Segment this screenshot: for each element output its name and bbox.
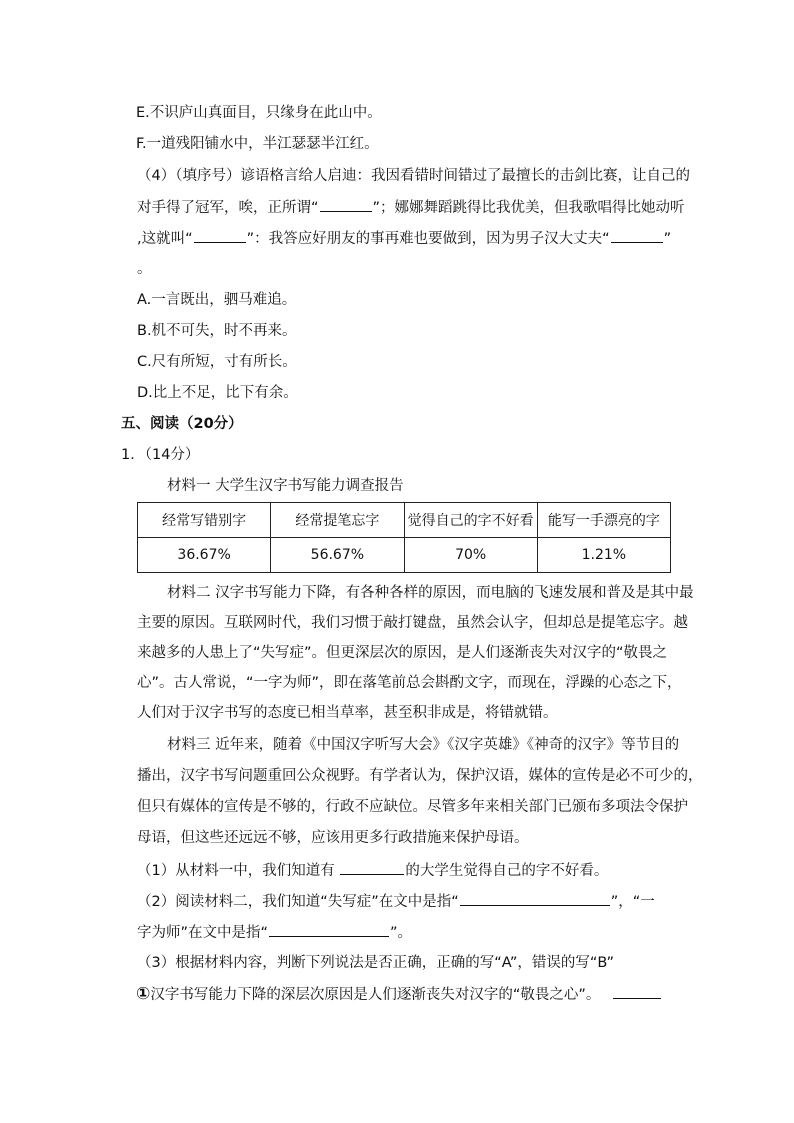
subquestion-1: [137, 860, 608, 881]
table-header-cell: 觉得自己的字不好看: [404, 503, 537, 538]
material2-line: 主要的原因。互联网时代，我们习惯于敲打键盘，虽然会认字，但却总是提笔忘字。越: [137, 615, 688, 631]
option-f: F.一道残阳铺水中，半江瑟瑟半江红。: [136, 136, 379, 152]
answer-blank-3[interactable]: [611, 228, 663, 243]
question4-line4: 。: [137, 261, 152, 277]
question4-line2: [137, 197, 685, 218]
subquestion-2: [137, 891, 655, 912]
answer-blank-6[interactable]: [269, 922, 389, 937]
subquestion-1-a: （1）从材料一中，我们知道有: [137, 863, 340, 879]
subquestion-3: （3）根据材料内容，判断下列说法是否正确，正确的写“A”，错误的写“B”: [137, 955, 615, 971]
question4-line2-b: ”；娜娜舞蹈跳得比我优美，但我歌唱得比她动听: [372, 200, 685, 216]
material3-line: 材料三 近年来，随着《中国汉字听写大会》《汉字英雄》《神奇的汉字》等节目的: [167, 737, 680, 753]
question-number: 1．（14分）: [121, 447, 200, 463]
circled-number-1: ①: [136, 984, 151, 1004]
option-c: C.尺有所短，寸有所长。: [137, 354, 297, 370]
subquestion-2-cont: [137, 922, 412, 943]
answer-blank-5[interactable]: [460, 891, 610, 906]
table-header-cell: 经常提笔忘字: [271, 503, 404, 538]
material3-line: 播出，汉字书写问题重回公众视野。有学者认为，保护汉语，媒体的宣传是必不可少的，: [137, 768, 703, 784]
option-a: A.一言既出，驷马难追。: [137, 292, 297, 308]
question4-line3-a: ,这就叫“: [137, 231, 193, 247]
table-cell: 1.21%: [537, 538, 670, 573]
material2-line: 人们对于汉字书写的态度已相当草率，甚至积非成是，将错就错。: [137, 705, 558, 721]
question4-line3: [137, 228, 671, 249]
section-title: 五、阅读（20分）: [121, 416, 243, 432]
table-cell: 70%: [404, 538, 537, 573]
material3-line: 母语，但这些还远远不够，应该用更多行政措施来保护母语。: [137, 830, 529, 846]
question4-line2-a: 对手得了冠军，唉，正所谓“: [137, 200, 319, 216]
answer-blank-4[interactable]: [340, 860, 404, 875]
table-cell: 56.67%: [271, 538, 404, 573]
table-row: [138, 538, 671, 573]
question4-line3-b: ”：我答应好朋友的事再难也要做到，因为男子汉大丈夫“: [246, 231, 610, 247]
option-e: E.不识庐山真面目，只缘身在此山中。: [136, 105, 382, 121]
subquestion-2-a: （2）阅读材料二，我们知道“失写症”在文中是指“: [137, 894, 459, 910]
table-header-row: [138, 503, 671, 538]
answer-blank-7[interactable]: [613, 984, 661, 999]
material2-line: 心”。古人常说，“一字为师”，即在落笔前总会斟酌文字，而现在，浮躁的心态之下，: [137, 675, 682, 691]
statement-1-text: 汉字书写能力下降的深层次原因是人们逐渐丧失对汉字的“敬畏之心”。: [150, 987, 601, 1003]
subquestion-1-b: 的大学生觉得自己的字不好看。: [405, 863, 609, 879]
question4-line1: （4）（填序号）谚语格言给人启迪：我因看错时间错过了最擅长的击剑比赛，让自己的: [137, 168, 690, 184]
material3-line: 但只有媒体的宣传是不够的，行政不应缺位。尽管多年来相关部门已颁布多项法令保护: [137, 799, 688, 815]
material2-line: 材料二 汉字书写能力下降，有各种各样的原因，而电脑的飞速发展和普及是其中最: [167, 585, 694, 601]
question4-line3-c: ”: [663, 231, 672, 247]
table-header-cell: 经常写错别字: [138, 503, 271, 538]
statement-1: [136, 984, 662, 1005]
subquestion-2-c: 字为师”在文中是指“: [137, 925, 269, 941]
material2-line: 来越多的人患上了“失写症”。但更深层次的原因，是人们逐渐丧失对汉字的“敬畏之: [137, 645, 668, 661]
option-b: B.机不可失，时不再来。: [137, 323, 297, 339]
answer-blank-1[interactable]: [320, 197, 372, 212]
table-header-cell: 能写一手漂亮的字: [537, 503, 670, 538]
answer-blank-2[interactable]: [194, 228, 246, 243]
option-d: D.比上不足，比下有余。: [137, 385, 298, 401]
subquestion-2-b: ”，“一: [610, 894, 655, 910]
subquestion-2-d: ”。: [390, 925, 413, 941]
table-cell: 36.67%: [138, 538, 271, 573]
material1-title: 材料一 大学生汉字书写能力调查报告: [167, 478, 404, 494]
survey-table: [137, 502, 671, 573]
